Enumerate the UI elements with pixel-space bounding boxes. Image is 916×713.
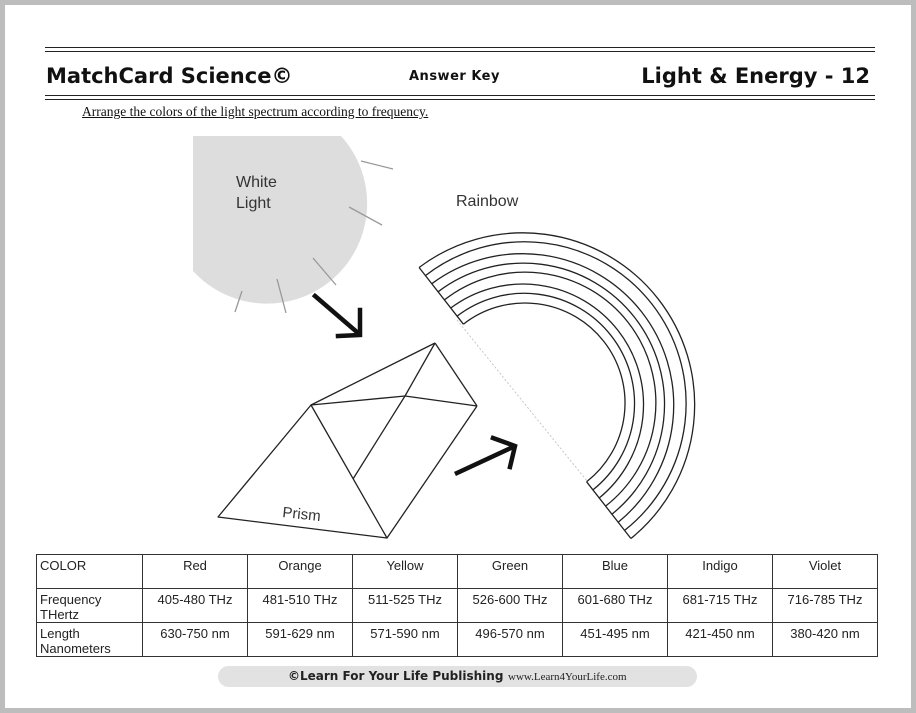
table-cell: 496-570 nm — [458, 623, 563, 657]
row-label-length — [37, 623, 143, 657]
rainbow-band-arc — [419, 233, 695, 539]
white-light-label-1: White — [236, 174, 277, 191]
white-light-sun — [193, 136, 367, 304]
table-row — [37, 623, 878, 657]
rainbow-end-line — [587, 482, 631, 539]
table-cell: 421-450 nm — [668, 623, 773, 657]
table-cell: 511-525 THz — [353, 589, 458, 623]
table-cell: 526-600 THz — [458, 589, 563, 623]
instruction-text: Arrange the colors of the light spectrum according to frequency. — [82, 104, 429, 119]
publisher-credit: ©Learn For Your Life Publishing — [288, 669, 504, 683]
table-cell: 630-750 nm — [143, 623, 248, 657]
table-cell: 405-480 THz — [143, 589, 248, 623]
worksheet-title: MatchCard Science© — [46, 64, 293, 88]
table-header-cell: Yellow — [353, 555, 458, 589]
rainbow-band-arc — [438, 263, 664, 514]
table-cell: 681-715 THz — [668, 589, 773, 623]
footer-bar — [218, 666, 697, 687]
spectrum-table — [36, 554, 878, 657]
table-cell: 571-590 nm — [353, 623, 458, 657]
table-cell: 716-785 THz — [773, 589, 878, 623]
row-label-line: Frequency — [40, 592, 102, 607]
prism-label: Prism — [281, 504, 322, 525]
row-label-frequency — [37, 589, 143, 623]
row-label-line: THertz — [40, 607, 79, 622]
answer-key-label: Answer Key — [409, 69, 500, 84]
table-cell: 451-495 nm — [563, 623, 668, 657]
prism-shape — [218, 343, 477, 538]
table-header-cell: Violet — [773, 555, 878, 589]
table-cell: 380-420 nm — [773, 623, 878, 657]
table-cell: 591-629 nm — [248, 623, 353, 657]
outgoing-arrow-icon — [457, 438, 515, 473]
table-header-cell: COLOR — [37, 555, 143, 589]
table-header-cell: Indigo — [668, 555, 773, 589]
sun-ray — [361, 161, 393, 169]
website-link[interactable]: www.Learn4YourLife.com — [508, 671, 627, 683]
table-header-cell: Orange — [248, 555, 353, 589]
light-path-line — [457, 320, 587, 481]
rainbow-band-arc — [463, 303, 625, 482]
table-header-cell: Blue — [563, 555, 668, 589]
white-light-label-2: Light — [236, 195, 271, 212]
rainbow-label: Rainbow — [456, 193, 519, 210]
row-label-line: Nanometers — [40, 641, 111, 656]
unit-title: Light & Energy - 12 — [641, 64, 870, 88]
table-header-row — [37, 555, 878, 589]
rainbow-band-arc — [432, 254, 674, 523]
table-header-cell: Green — [458, 555, 563, 589]
worksheet-page — [5, 5, 911, 708]
table-row — [37, 589, 878, 623]
table-header-cell: Red — [143, 555, 248, 589]
row-label-line: Length — [40, 626, 80, 641]
table-cell: 481-510 THz — [248, 589, 353, 623]
table-cell: 601-680 THz — [563, 589, 668, 623]
rainbow-end-line — [419, 268, 463, 325]
rainbow-bands — [419, 233, 695, 539]
light-spectrum-diagram — [5, 5, 911, 550]
incoming-arrow-icon — [315, 296, 360, 336]
